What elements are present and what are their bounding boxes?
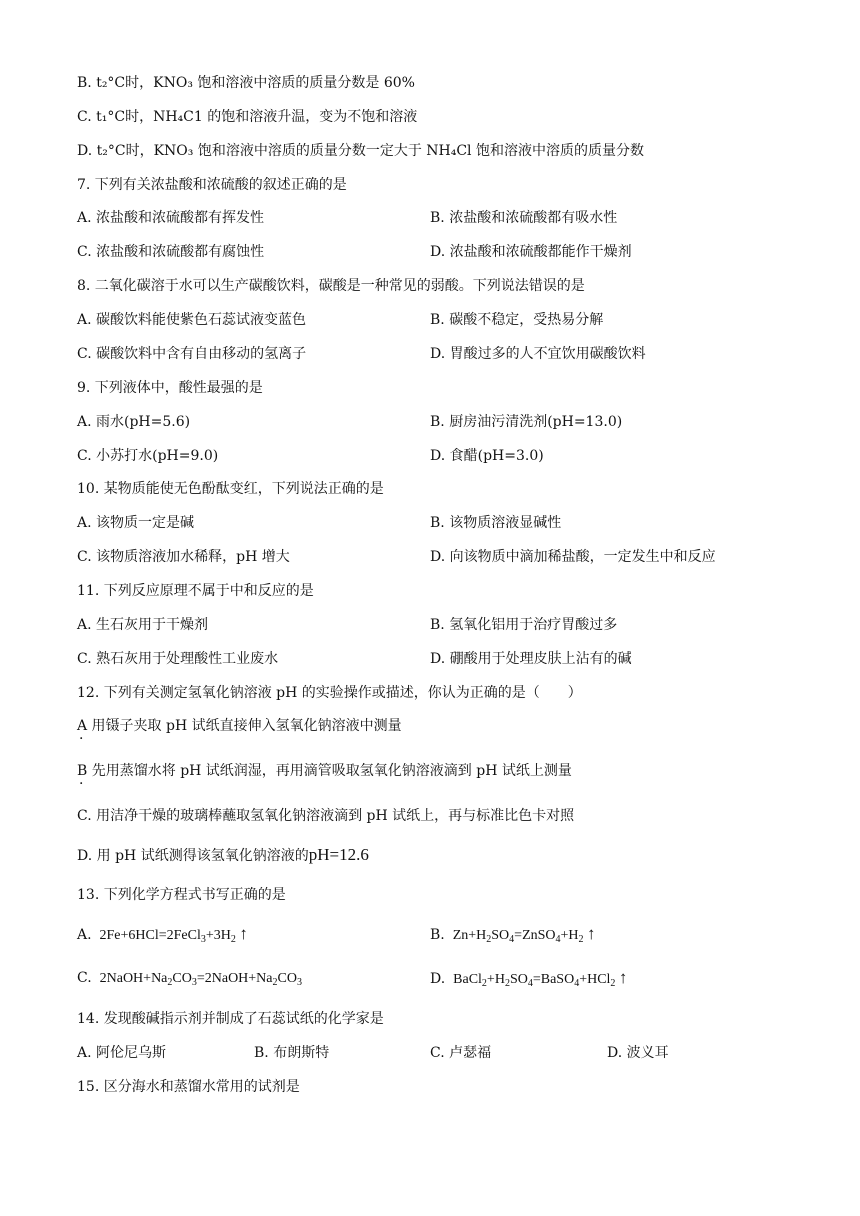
q12-option-d-text: D. 用 pH 试纸测得该氢氧化钠溶液的 [77,848,309,864]
q12-option-d-formula: pH=12.6 [308,845,369,864]
q13-option-c [77,968,302,993]
q6-option-d: D. t₂°C时，KNO₃ 饱和溶液中溶质的质量分数一定大于 NH₄Cl 饱和溶液中溶质的质量分数 [77,143,644,159]
q12-option-a-dot: · [79,731,84,747]
q14-stem: 14. 发现酸碱指示剂并制成了石蕊试纸的化学家是 [77,1011,384,1027]
q9-option-a: A. 雨水(pH=5.6) [77,414,191,430]
q11-stem: 11. 下列反应原理不属于中和反应的是 [77,583,314,599]
q15-stem: 15. 区分海水和蒸馏水常用的试剂是 [77,1079,300,1095]
q13-option-a-label: A. [77,927,92,943]
q13-option-b-equation: $Zn+H_2SO_4=ZnSO_4+H_2$ ↑ [449,924,596,945]
q10-option-d: D. 向该物质中滴加稀盐酸，一定发生中和反应 [430,549,716,565]
q14-option-a: A. 阿伦尼乌斯 [77,1045,167,1061]
q12-option-b-dot: · [79,776,84,792]
q14-option-d: D. 波义耳 [607,1045,669,1061]
q9-option-d: D. 食醋(pH=3.0) [430,448,544,464]
q8-stem: 8. 二氧化碳溶于水可以生产碳酸饮料，碳酸是一种常见的弱酸。下列说法错误的是 [77,278,585,294]
q9-stem: 9. 下列液体中，酸性最强的是 [77,380,263,396]
q13-option-a-equation: $2Fe+6HCl=2FeCl_3+3H_2$ ↑ [96,924,248,945]
q8-option-c: C. 碳酸饮料中含有自由移动的氢离子 [77,346,307,362]
q7-option-d: D. 浓盐酸和浓硫酸都能作干燥剂 [430,244,632,260]
q12-stem: 12. 下列有关测定氢氧化钠溶液 pH 的实验操作或描述，你认为正确的是（ ） [77,685,582,701]
q7-stem: 7. 下列有关浓盐酸和浓硫酸的叙述正确的是 [77,177,347,193]
q10-option-b: B. 该物质溶液显碱性 [430,515,562,531]
q13-option-c-label: C. [77,970,92,986]
q11-option-c: C. 熟石灰用于处理酸性工业废水 [77,651,279,667]
q7-option-a: A. 浓盐酸和浓硫酸都有挥发性 [77,210,265,226]
q13-option-d-equation: $BaCl_2+H_2SO_4=BaSO_4+HCl_2$ ↑ [449,968,628,989]
q13-option-c-equation: $2NaOH+Na_2CO_3=2NaOH+Na_2CO_3$ [96,971,302,988]
q7-option-b: B. 浓盐酸和浓硫酸都有吸水性 [430,210,618,226]
q14-option-b: B. 布朗斯特 [254,1045,330,1061]
q6-option-c: C. t₁°C时，NH₄C1 的饱和溶液升温，变为不饱和溶液 [77,109,418,125]
q13-option-b [430,924,596,950]
q11-option-b: B. 氢氧化铝用于治疗胃酸过多 [430,617,618,633]
q12-option-a: A 用镊子夹取 pH 试纸直接伸入氢氧化钠溶液中测量 [77,718,402,734]
q12-option-d [77,845,369,866]
q13-option-a [77,924,248,950]
q10-stem: 10. 某物质能使无色酚酞变红，下列说法正确的是 [77,481,384,497]
q6-option-b: B. t₂°C时，KNO₃ 饱和溶液中溶质的质量分数是 60% [77,75,415,91]
q13-stem: 13. 下列化学方程式书写正确的是 [77,887,286,903]
q8-option-d: D. 胃酸过多的人不宜饮用碳酸饮料 [430,346,646,362]
q8-option-a: A. 碳酸饮料能使紫色石蕊试液变蓝色 [77,312,307,328]
q8-option-b: B. 碳酸不稳定，受热易分解 [430,312,604,328]
q13-option-b-label: B. [430,927,445,943]
q9-option-c: C. 小苏打水(pH=9.0) [77,448,219,464]
q7-option-c: C. 浓盐酸和浓硫酸都有腐蚀性 [77,244,265,260]
q9-option-b: B. 厨房油污清洗剂(pH=13.0) [430,414,623,430]
q14-option-c: C. 卢瑟福 [430,1045,492,1061]
q12-option-c: C. 用洁净干燥的玻璃棒蘸取氢氧化钠溶液滴到 pH 试纸上，再与标准比色卡对照 [77,808,575,824]
q10-option-c: C. 该物质溶液加水稀释，pH 增大 [77,549,290,565]
q10-option-a: A. 该物质一定是碱 [77,515,195,531]
q12-option-b: B 先用蒸馏水将 pH 试纸润湿，再用滴管吸取氢氧化钠溶液滴到 pH 试纸上测量 [77,763,572,779]
q13-option-d-label: D. [430,971,446,987]
q11-option-d: D. 硼酸用于处理皮肤上沾有的碱 [430,651,632,667]
q11-option-a: A. 生石灰用于干燥剂 [77,617,209,633]
q13-option-d [430,968,627,994]
